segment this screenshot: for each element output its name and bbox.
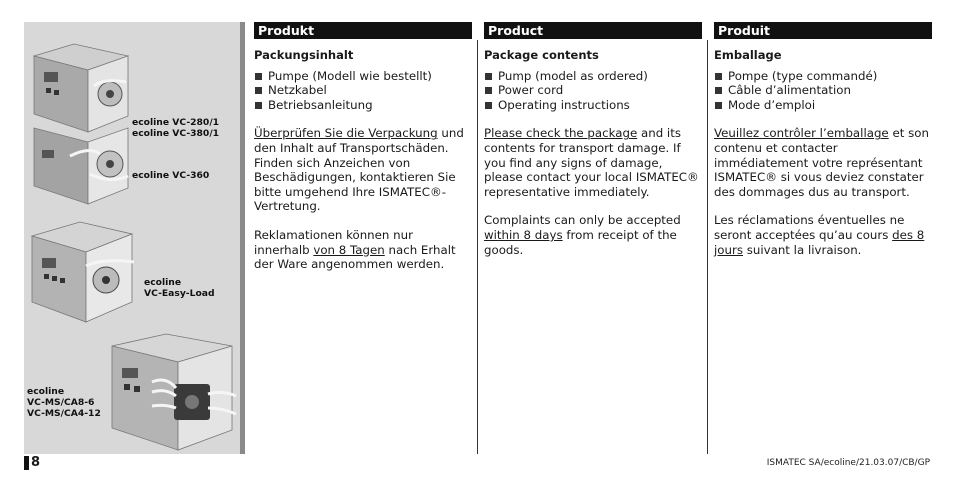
- paragraph-text: nach Erhalt der Ware angenommen werden.: [254, 242, 456, 272]
- paragraph-text: suivant la livraison.: [742, 242, 862, 257]
- column-divider: [477, 40, 478, 454]
- pump-image-vc-360: [30, 120, 130, 208]
- pump-image-vc-easy-load: [30, 218, 142, 326]
- column-german: [254, 22, 472, 286]
- section-body: [484, 39, 702, 257]
- model-label-vc-280-380: [132, 117, 219, 139]
- list-item: Operating instructions: [484, 98, 702, 113]
- section-header: Produit: [714, 22, 932, 39]
- list-item: Mode d’emploi: [714, 98, 932, 113]
- list-item: Pump (model as ordered): [484, 69, 702, 84]
- model-label-line: VC-MS/CA4-12: [27, 408, 101, 419]
- underlined-text: Veuillez contrôler l’emballage: [714, 126, 889, 141]
- underlined-text: von 8 Tagen: [313, 242, 385, 257]
- check-paragraph: [714, 126, 932, 199]
- section-body: [254, 39, 472, 272]
- section-body: [714, 39, 932, 257]
- list-item: Pumpe (Modell wie bestellt): [254, 69, 472, 84]
- column-english: [484, 22, 702, 271]
- sidebar-divider: [240, 22, 245, 454]
- underlined-text: Überprüfen Sie die Verpackung: [254, 126, 438, 141]
- underlined-text: within 8 days: [484, 227, 563, 242]
- complaints-paragraph: [484, 213, 702, 257]
- underlined-text: Please check the package: [484, 126, 638, 141]
- contents-list: [484, 69, 702, 113]
- list-item: Betriebsanleitung: [254, 98, 472, 113]
- model-label-vc-360: [132, 170, 209, 181]
- model-label-line: ecoline VC-360: [132, 170, 210, 181]
- list-item: Pompe (type commandé): [714, 69, 932, 84]
- subheading: Emballage: [714, 48, 782, 62]
- complaints-paragraph: [254, 228, 472, 272]
- complaints-paragraph: [714, 213, 932, 257]
- paragraph-text: und den Inhalt auf Transportschäden. Finden sich Anzeichen von Beschädigungen, kontaktieren Sie bitte umgehend Ihre ISMATEC®-Vertretung.: [254, 126, 464, 214]
- paragraph-text: Reklamationen können nur innerhalb: [254, 227, 413, 257]
- column-french: [714, 22, 932, 271]
- contents-list: [254, 69, 472, 113]
- model-label-vc-easy-load: [144, 277, 215, 299]
- model-label-vc-ms-ca: [27, 386, 101, 419]
- column-divider: [707, 40, 708, 454]
- subheading: Package contents: [484, 48, 599, 62]
- model-label-line: VC-MS/CA8-6: [27, 397, 95, 408]
- model-label-line: VC-Easy-Load: [144, 288, 215, 299]
- paragraph-text: Complaints can only be accepted: [484, 213, 681, 228]
- page-number: [24, 456, 40, 470]
- document-reference: ISMATEC SA/ecoline/21.03.07/CB/GP: [766, 458, 930, 468]
- pump-image-vc-ms-ca: [104, 332, 238, 454]
- paragraph-text: from receipt of the goods.: [484, 227, 677, 257]
- list-item: Netzkabel: [254, 83, 472, 98]
- paragraph-text: et son contenu et contacter immédiatement votre représentant ISMATEC® si vous deviez constater des dommages dus au transport.: [714, 126, 929, 199]
- list-item: Câble d’alimentation: [714, 83, 932, 98]
- list-item: Power cord: [484, 83, 702, 98]
- check-paragraph: [484, 126, 702, 199]
- page-number-text: 8: [31, 455, 41, 470]
- contents-list: [714, 69, 932, 113]
- model-label-line: ecoline VC-280/1: [132, 117, 220, 128]
- subheading: Packungsinhalt: [254, 48, 354, 62]
- page-number-marker: [24, 456, 29, 470]
- section-header: Produkt: [254, 22, 472, 39]
- model-label-line: ecoline: [27, 386, 65, 397]
- underlined-text: des 8 jours: [714, 227, 925, 257]
- model-label-line: ecoline VC-380/1: [132, 128, 220, 139]
- paragraph-text: Les réclamations éventuelles ne seront acceptées qu’au cours: [714, 213, 905, 242]
- section-header: Product: [484, 22, 702, 39]
- check-paragraph: [254, 126, 472, 214]
- model-label-line: ecoline: [144, 277, 182, 288]
- paragraph-text: and its contents for transport damage. If you find any signs of damage, please contact your local ISMATEC® representative immediately.: [484, 126, 699, 199]
